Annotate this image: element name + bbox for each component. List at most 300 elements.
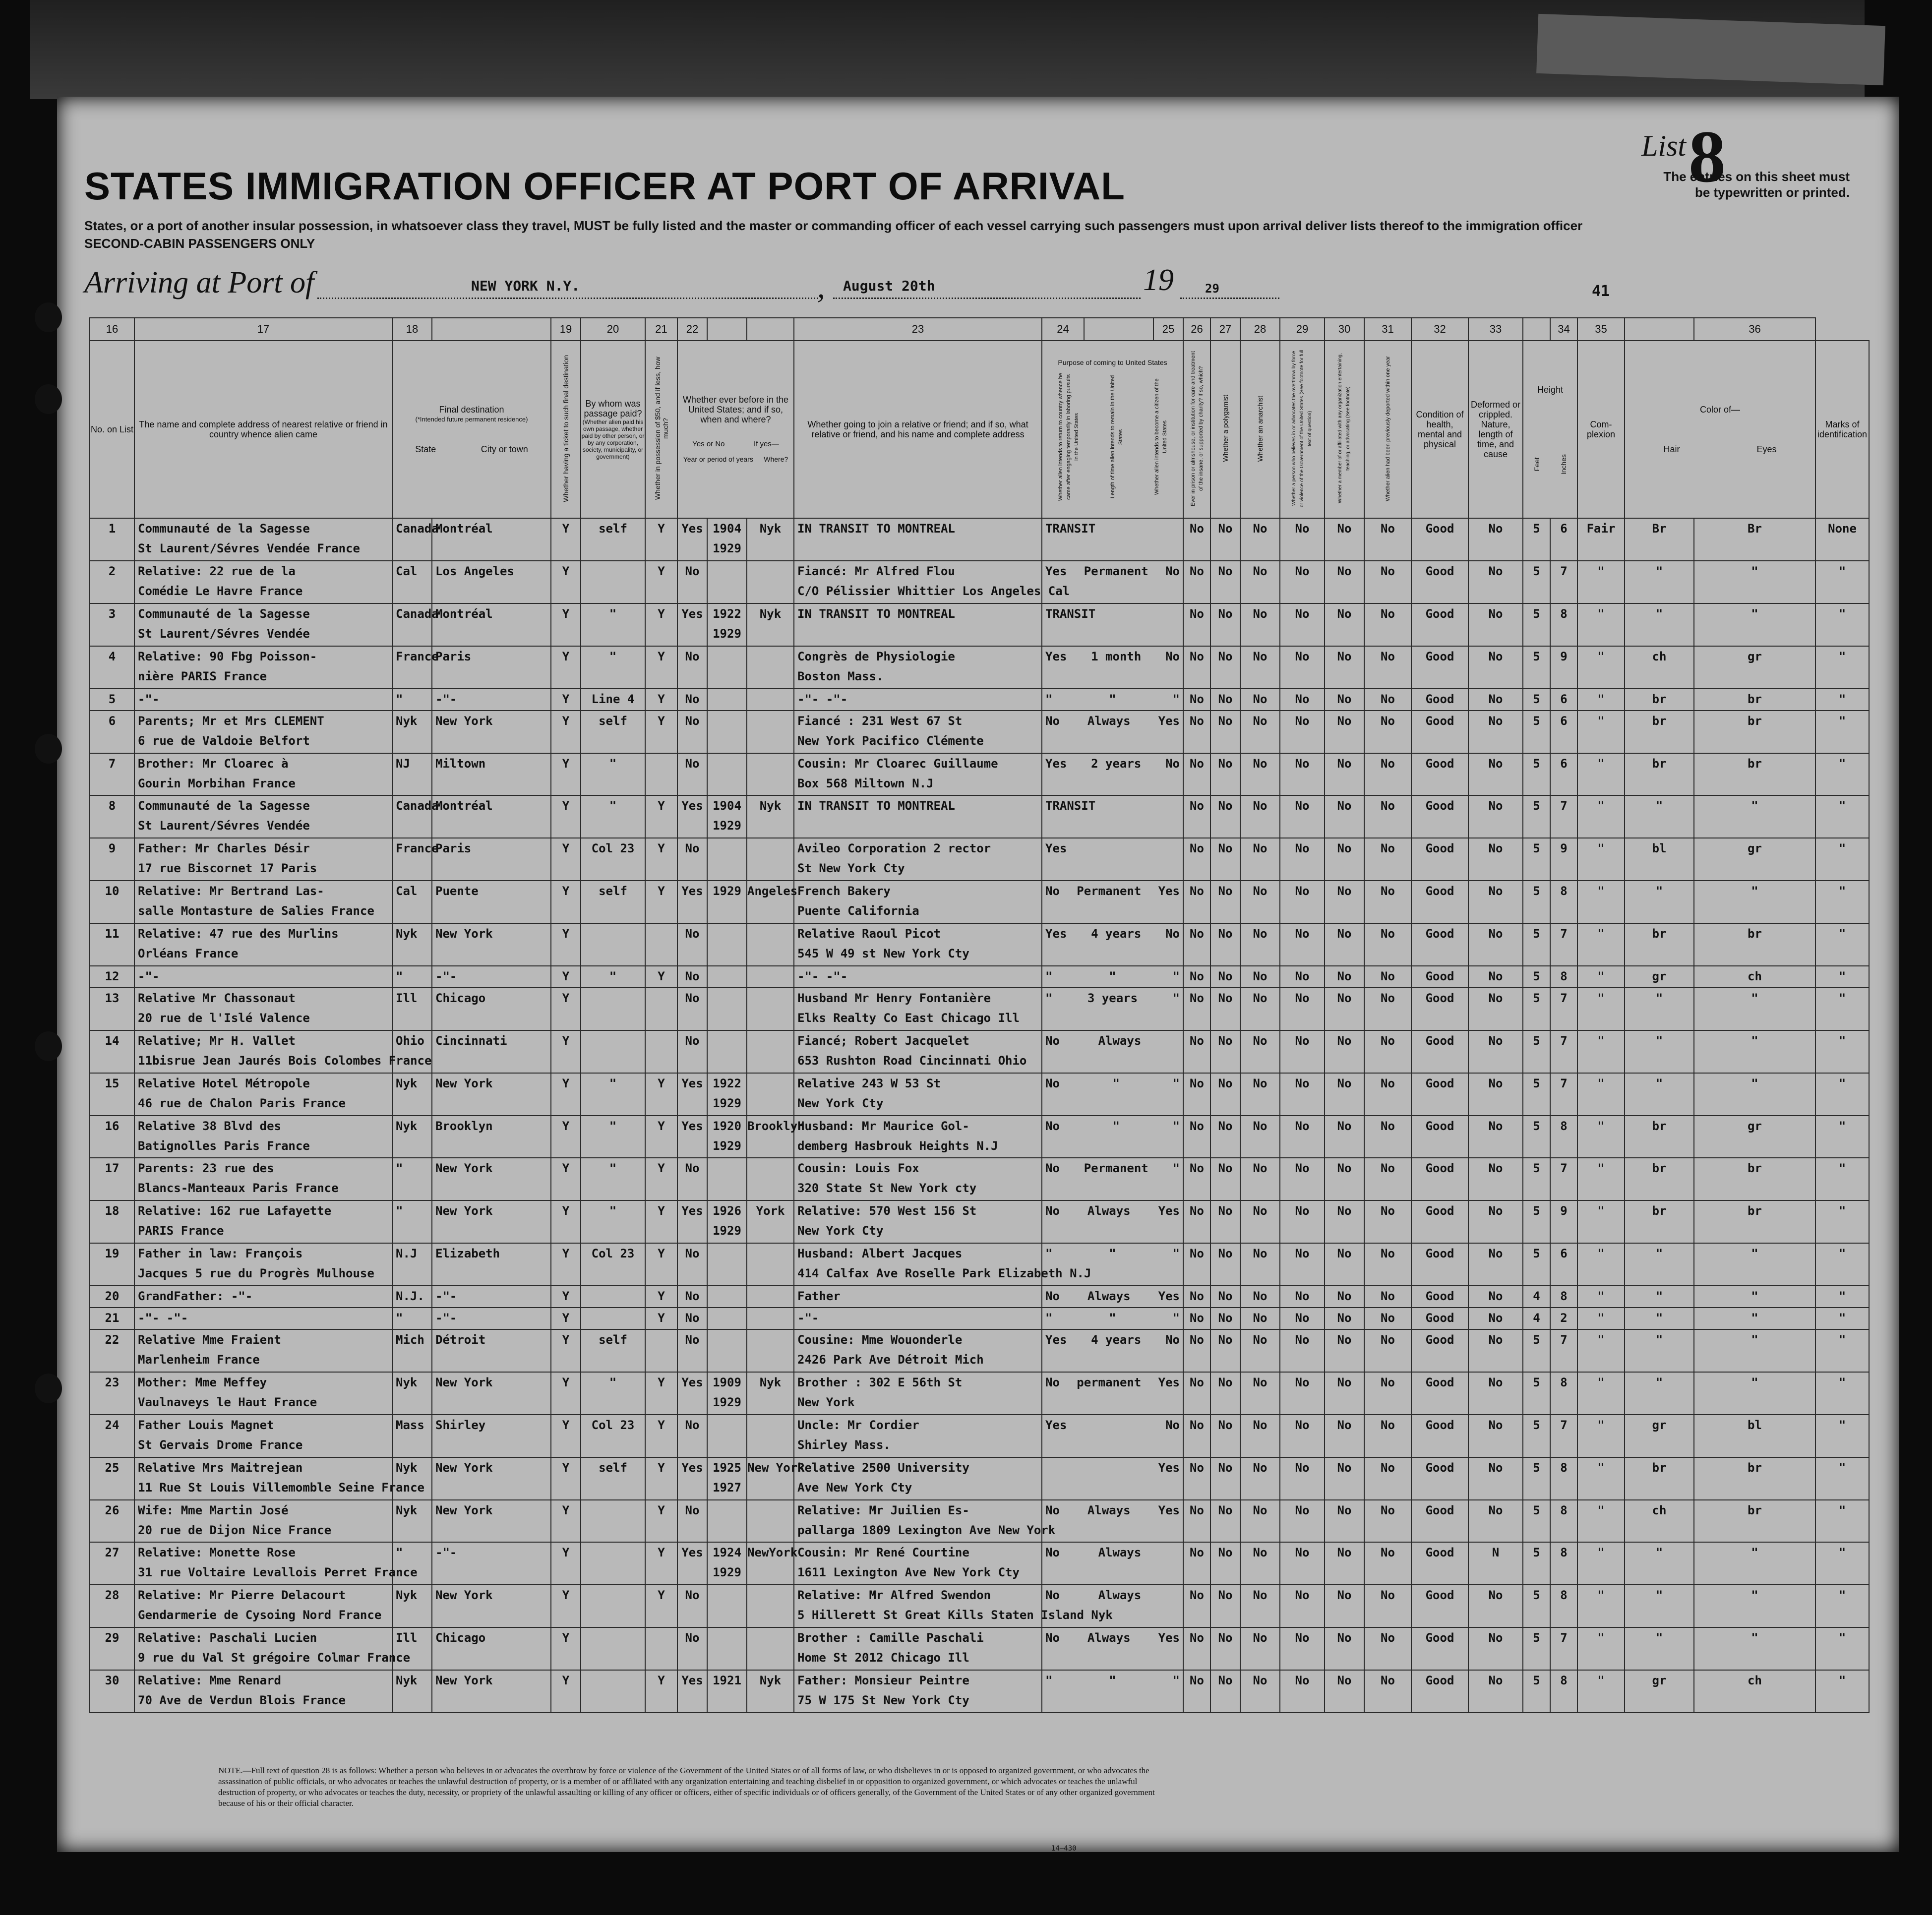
eyes-cell: br xyxy=(1694,1158,1815,1200)
joining-cell xyxy=(794,1542,1042,1585)
ticket-cell: Y xyxy=(551,603,581,646)
relative-cell xyxy=(134,838,392,881)
dep-cell: No xyxy=(1364,689,1411,711)
paid-cell xyxy=(581,1542,645,1585)
if-yes-label: If yes— xyxy=(753,440,779,449)
purpose-value: Permanent xyxy=(1084,1161,1148,1176)
joining-cell xyxy=(794,711,1042,753)
relative-line: Gourin Morbihan France xyxy=(138,776,296,790)
comp-cell: " xyxy=(1577,1670,1625,1713)
comma: , xyxy=(817,271,825,304)
relative-line: Relative: Mr Pierre Delacourt xyxy=(138,1588,346,1603)
yes-no-label: Yes or No xyxy=(692,440,725,449)
comp-cell: " xyxy=(1577,1073,1625,1116)
joining-cell xyxy=(794,988,1042,1030)
deform-cell: No xyxy=(1468,988,1523,1030)
ft-cell: 5 xyxy=(1523,1542,1550,1585)
purpose-value: Yes xyxy=(1045,1418,1067,1432)
ticket-cell: Y xyxy=(551,1243,581,1286)
before-cell: Yes xyxy=(677,603,707,646)
no-cell: 10 xyxy=(90,881,134,923)
joining-line: 653 Rushton Road Cincinnati Ohio xyxy=(797,1053,1027,1068)
header-fifty xyxy=(645,341,677,518)
form-number: 14—430 xyxy=(1051,1845,1077,1853)
table-row xyxy=(90,1073,1869,1116)
anar-cell: No xyxy=(1240,1116,1280,1158)
column-number: 31 xyxy=(1364,318,1411,341)
city-cell: New York xyxy=(432,923,551,966)
hair-cell: " xyxy=(1625,1286,1694,1308)
purpose-value: " xyxy=(1112,1119,1120,1133)
purpose-cell xyxy=(1042,1200,1183,1243)
relative-cell xyxy=(134,988,392,1030)
joining-line: New York Pacifico Clémente xyxy=(797,733,984,748)
state-cell: Cal xyxy=(392,881,432,923)
year-value: 1929 xyxy=(713,884,741,898)
over-cell: No xyxy=(1280,753,1325,796)
comp-cell: " xyxy=(1577,1585,1625,1627)
ticket-cell: Y xyxy=(551,689,581,711)
ticket-cell: Y xyxy=(551,988,581,1030)
comp-cell: " xyxy=(1577,795,1625,838)
joining-line: Husband Mr Henry Fontanière xyxy=(797,991,991,1005)
in-cell: 8 xyxy=(1550,1585,1577,1627)
years-cell xyxy=(707,966,747,988)
before-cell: No xyxy=(677,646,707,689)
eyes-cell: " xyxy=(1694,1308,1815,1329)
aff-cell: No xyxy=(1325,795,1364,838)
dep-cell: No xyxy=(1364,923,1411,966)
years-cell xyxy=(707,881,747,923)
ticket-cell: Y xyxy=(551,1158,581,1200)
joining-line: Relative: Mr Juilien Es- xyxy=(797,1503,969,1517)
state-cell: " xyxy=(392,966,432,988)
fifty-cell: Y xyxy=(645,1372,677,1415)
prison-cell: No xyxy=(1183,1158,1210,1200)
no-cell: 17 xyxy=(90,1158,134,1200)
joining-line: Relative: 570 West 156 St xyxy=(797,1204,977,1218)
purpose-cell xyxy=(1042,1030,1183,1073)
anar-cell: No xyxy=(1240,838,1280,881)
paid-cell: " xyxy=(581,1200,645,1243)
header-no-on-list: No. on List xyxy=(90,341,134,518)
relative-line: 11 Rue St Louis Villemomble Seine France xyxy=(138,1480,424,1495)
in-cell: 7 xyxy=(1550,1030,1577,1073)
purpose-value: " xyxy=(1045,1247,1053,1261)
over-cell: No xyxy=(1280,966,1325,988)
fifty-cell: Y xyxy=(645,838,677,881)
punch-hole xyxy=(35,302,62,332)
before-cell: No xyxy=(677,1627,707,1670)
relative-cell xyxy=(134,1585,392,1627)
year-suffix: 29 xyxy=(1205,282,1219,296)
eyes-cell: " xyxy=(1694,795,1815,838)
ticket-cell: Y xyxy=(551,966,581,988)
where-cell: Nyk xyxy=(747,795,794,838)
aff-cell: No xyxy=(1325,988,1364,1030)
aff-cell: No xyxy=(1325,689,1364,711)
column-number: 25 xyxy=(1153,318,1183,341)
table-row xyxy=(90,1415,1869,1457)
paid-cell: " xyxy=(581,966,645,988)
poly-cell: No xyxy=(1210,1286,1240,1308)
dep-cell: No xyxy=(1364,1073,1411,1116)
eyes-cell: " xyxy=(1694,1243,1815,1286)
years-cell xyxy=(707,988,747,1030)
joining-cell xyxy=(794,1243,1091,1286)
relative-line: GrandFather: -"- xyxy=(138,1289,253,1304)
relative-line: Mother: Mme Meffey xyxy=(138,1375,267,1389)
city-cell: New York xyxy=(432,1585,551,1627)
torn-page-edge-2 xyxy=(1536,14,1885,85)
relative-line: 46 rue de Chalon Paris France xyxy=(138,1096,346,1110)
poly-cell: No xyxy=(1210,1030,1240,1073)
ticket-cell: Y xyxy=(551,1457,581,1500)
table-row xyxy=(90,1243,1869,1286)
before-cell: No xyxy=(677,1286,707,1308)
purpose-length-label: Length of time alien intends to remain in the United States xyxy=(1109,375,1124,499)
eyes-cell: " xyxy=(1694,988,1815,1030)
state-cell: NJ xyxy=(392,753,432,796)
aff-cell: No xyxy=(1325,1200,1364,1243)
marks-cell: " xyxy=(1815,1243,1869,1286)
city-cell: New York xyxy=(432,1500,551,1543)
deform-cell: No xyxy=(1468,1329,1523,1372)
marks-cell: " xyxy=(1815,1073,1869,1116)
purpose-value: Yes xyxy=(1158,1289,1180,1304)
relative-line: Parents: 23 rue des xyxy=(138,1161,274,1176)
prison-cell: No xyxy=(1183,966,1210,988)
hair-cell: gr xyxy=(1625,1415,1694,1457)
deform-cell: No xyxy=(1468,923,1523,966)
hair-cell: " xyxy=(1625,988,1694,1030)
paid-cell: Line 4 xyxy=(581,689,645,711)
joining-line: French Bakery xyxy=(797,884,891,898)
joining-cell xyxy=(794,1073,1042,1116)
in-cell: 6 xyxy=(1550,518,1577,561)
relative-line: Communauté de la Sagesse xyxy=(138,607,310,621)
over-cell: No xyxy=(1280,711,1325,753)
prison-cell: No xyxy=(1183,1329,1210,1372)
over-cell: No xyxy=(1280,1670,1325,1713)
purpose-value: No xyxy=(1045,1204,1060,1218)
paid-cell: self xyxy=(581,711,645,753)
ticket-cell: Y xyxy=(551,923,581,966)
where-label: Where? xyxy=(764,455,788,464)
before-cell: No xyxy=(677,1500,707,1543)
column-number-row xyxy=(90,318,1869,341)
anar-cell: No xyxy=(1240,1030,1280,1073)
joining-line: New York Cty xyxy=(797,1096,884,1110)
fifty-cell: Y xyxy=(645,1200,677,1243)
joining-line: Cousin: Mr Cloarec Guillaume xyxy=(797,756,998,771)
comp-cell: " xyxy=(1577,881,1625,923)
comp-cell: " xyxy=(1577,988,1625,1030)
marks-cell: " xyxy=(1815,711,1869,753)
marks-cell: " xyxy=(1815,1329,1869,1372)
ft-cell: 5 xyxy=(1523,1415,1550,1457)
joining-cell xyxy=(794,1158,1042,1200)
table-row xyxy=(90,838,1869,881)
before-cell: Yes xyxy=(677,795,707,838)
anar-cell: No xyxy=(1240,1457,1280,1500)
no-cell: 23 xyxy=(90,1372,134,1415)
purpose-cell xyxy=(1042,838,1183,881)
aff-cell: No xyxy=(1325,923,1364,966)
health-cell: Good xyxy=(1411,1200,1468,1243)
joining-line: Father: Monsieur Peintre xyxy=(797,1674,969,1688)
column-number: 27 xyxy=(1210,318,1240,341)
aff-cell: No xyxy=(1325,1158,1364,1200)
purpose-cell xyxy=(1042,966,1183,988)
no-cell: 7 xyxy=(90,753,134,796)
paid-cell xyxy=(581,1627,645,1670)
aff-cell: No xyxy=(1325,1585,1364,1627)
joining-line: 5 Hillerett St Great Kills Staten Island Nyk xyxy=(797,1608,1113,1622)
prison-cell: No xyxy=(1183,1500,1210,1543)
purpose-value: " xyxy=(1109,1311,1116,1325)
table-row xyxy=(90,1200,1869,1243)
eyes-cell: br xyxy=(1694,689,1815,711)
relative-line: 9 rue du Val St grégoire Colmar France xyxy=(138,1651,411,1665)
port-line xyxy=(317,298,818,299)
anar-cell: No xyxy=(1240,988,1280,1030)
health-cell: Good xyxy=(1411,1329,1468,1372)
prison-cell: No xyxy=(1183,881,1210,923)
health-cell: Good xyxy=(1411,646,1468,689)
year-value: 1920 xyxy=(713,1119,741,1133)
header-polygamist xyxy=(1210,341,1240,518)
hair-cell: " xyxy=(1625,1243,1694,1286)
ticket-cell: Y xyxy=(551,646,581,689)
hair-cell: " xyxy=(1625,1073,1694,1116)
joining-line: Brother : 302 E 56th St xyxy=(797,1375,963,1389)
dep-cell: No xyxy=(1364,1030,1411,1073)
dep-cell: No xyxy=(1364,1415,1411,1457)
city-cell: New York xyxy=(432,1200,551,1243)
poly-cell: No xyxy=(1210,1542,1240,1585)
eyes-cell: br xyxy=(1694,711,1815,753)
purpose-value: 4 years xyxy=(1091,927,1142,941)
where-cell: Nyk xyxy=(747,603,794,646)
purpose-value: No xyxy=(1045,1289,1060,1304)
purpose-value: No xyxy=(1165,927,1180,941)
over-cell: No xyxy=(1280,1158,1325,1200)
purpose-cell xyxy=(1042,1372,1183,1415)
relative-cell xyxy=(134,966,392,988)
state-cell: Ill xyxy=(392,988,432,1030)
years-cell xyxy=(707,1308,747,1329)
years-cell xyxy=(707,1030,747,1073)
years-cell xyxy=(707,1073,747,1116)
purpose-value: TRANSIT xyxy=(1045,607,1096,621)
prison-cell: No xyxy=(1183,1627,1210,1670)
joining-line: Cousin: Louis Fox xyxy=(797,1161,919,1176)
purpose-value: 2 years xyxy=(1091,756,1142,771)
ft-cell: 5 xyxy=(1523,1500,1550,1543)
paid-cell xyxy=(581,1585,645,1627)
ft-cell: 5 xyxy=(1523,561,1550,603)
overthrow-label: Whether a person who believes in or advocates the overthrow by force or violence of the Government of the United States (See footnote for full text of question) xyxy=(1291,350,1313,507)
eyes-cell: bl xyxy=(1694,1415,1815,1457)
fifty-cell xyxy=(645,1030,677,1073)
deform-cell: No xyxy=(1468,1670,1523,1713)
over-cell: No xyxy=(1280,1542,1325,1585)
marks-cell: " xyxy=(1815,1670,1869,1713)
joining-line: C/O Pélissier Whittier Los Angeles Cal xyxy=(797,584,1070,598)
deform-cell: No xyxy=(1468,1627,1523,1670)
anar-cell: No xyxy=(1240,1243,1280,1286)
purpose-value: Yes xyxy=(1045,1333,1067,1347)
joining-line: Father xyxy=(797,1289,841,1304)
health-cell: Good xyxy=(1411,1415,1468,1457)
purpose-value: Yes xyxy=(1045,564,1067,579)
passenger-class: SECOND-CABIN PASSENGERS ONLY xyxy=(84,236,315,251)
ft-cell: 5 xyxy=(1523,518,1550,561)
aff-cell: No xyxy=(1325,1308,1364,1329)
health-cell: Good xyxy=(1411,1030,1468,1073)
in-cell: 7 xyxy=(1550,1329,1577,1372)
fifty-cell: Y xyxy=(645,1585,677,1627)
purpose-value: " xyxy=(1109,969,1116,983)
purpose-cell xyxy=(1042,1308,1183,1329)
relative-cell xyxy=(134,1243,392,1286)
paid-cell: Col 23 xyxy=(581,838,645,881)
fifty-cell: Y xyxy=(645,1542,677,1585)
purpose-value: " xyxy=(1109,692,1116,706)
relative-line: Father: Mr Charles Désir xyxy=(138,841,310,856)
prison-cell: No xyxy=(1183,1200,1210,1243)
instructions-text: States, or a port of another insular possession, in whatsoever class they travel, MUST be fully listed and the master or commanding officer of each vessel carrying such passengers must upon arrival deliver lists thereof to the immigration officer xyxy=(84,218,1583,233)
state-cell: France xyxy=(392,646,432,689)
relative-line: St Laurent/Sévres Vendée xyxy=(138,819,310,833)
ft-cell: 5 xyxy=(1523,1585,1550,1627)
health-cell: Good xyxy=(1411,1243,1468,1286)
poly-cell: No xyxy=(1210,1329,1240,1372)
deform-cell: No xyxy=(1468,966,1523,988)
dep-cell: No xyxy=(1364,1372,1411,1415)
no-cell: 27 xyxy=(90,1542,134,1585)
paid-cell: " xyxy=(581,646,645,689)
hair-cell: br xyxy=(1625,1116,1694,1158)
ft-cell: 5 xyxy=(1523,1627,1550,1670)
over-cell: No xyxy=(1280,1457,1325,1500)
years-cell xyxy=(707,711,747,753)
aff-cell: No xyxy=(1325,1030,1364,1073)
poly-cell: No xyxy=(1210,603,1240,646)
header-nearest-relative: The name and complete address of nearest relative or friend in country whence alien came xyxy=(134,341,392,518)
relative-line: St Laurent/Sévres Vendée xyxy=(138,627,310,641)
over-cell: No xyxy=(1280,1030,1325,1073)
list-label: List xyxy=(1641,129,1687,162)
fifty-cell: Y xyxy=(645,1415,677,1457)
purpose-value: No xyxy=(1165,756,1180,771)
relative-line: salle Montasture de Salies France xyxy=(138,904,374,918)
fifty-cell: Y xyxy=(645,1670,677,1713)
paid-cell: Col 23 xyxy=(581,1415,645,1457)
city-cell: Los Angeles xyxy=(432,561,551,603)
anar-cell: No xyxy=(1240,923,1280,966)
aff-cell: No xyxy=(1325,1286,1364,1308)
eyes-cell: " xyxy=(1694,603,1815,646)
marks-cell: " xyxy=(1815,689,1869,711)
no-cell: 28 xyxy=(90,1585,134,1627)
purpose-value: No xyxy=(1045,1588,1060,1603)
in-cell: 7 xyxy=(1550,1073,1577,1116)
anar-cell: No xyxy=(1240,1670,1280,1713)
anar-cell: No xyxy=(1240,881,1280,923)
city-cell: Cincinnati xyxy=(432,1030,551,1073)
relative-cell xyxy=(134,1670,392,1713)
marks-cell: " xyxy=(1815,1457,1869,1500)
comp-cell: " xyxy=(1577,1415,1625,1457)
no-cell: 6 xyxy=(90,711,134,753)
city-cell: New York xyxy=(432,1073,551,1116)
fifty-cell: Y xyxy=(645,689,677,711)
purpose-value: No xyxy=(1045,1076,1060,1090)
prison-cell: No xyxy=(1183,838,1210,881)
over-cell: No xyxy=(1280,838,1325,881)
purpose-value: permanent xyxy=(1077,1375,1142,1389)
relative-cell xyxy=(134,795,392,838)
column-number: 19 xyxy=(551,318,581,341)
aff-cell: No xyxy=(1325,1243,1364,1286)
year-value: 1922 xyxy=(713,1076,741,1090)
ft-cell: 5 xyxy=(1523,1073,1550,1116)
year-value: 1926 xyxy=(713,1204,741,1218)
column-number: 28 xyxy=(1240,318,1280,341)
table-row xyxy=(90,753,1869,796)
dep-cell: No xyxy=(1364,1500,1411,1543)
relative-line: Communauté de la Sagesse xyxy=(138,522,310,536)
in-cell: 8 xyxy=(1550,1372,1577,1415)
year-value: 1904 xyxy=(713,799,741,813)
dep-cell: No xyxy=(1364,795,1411,838)
prison-label: Ever in prison or almshouse, or institution for care and treatment of the insane, or supported by charity? If so, which? xyxy=(1190,351,1204,506)
relative-cell xyxy=(134,881,392,923)
years-cell xyxy=(707,1415,747,1457)
poly-cell: No xyxy=(1210,1457,1240,1500)
joining-line: IN TRANSIT TO MONTREAL xyxy=(797,607,955,621)
paid-cell: " xyxy=(581,1158,645,1200)
prison-cell: No xyxy=(1183,518,1210,561)
purpose-value: " xyxy=(1045,969,1053,983)
city-cell: Puente xyxy=(432,881,551,923)
column-number: 23 xyxy=(794,318,1042,341)
ticket-cell: Y xyxy=(551,1627,581,1670)
health-cell: Good xyxy=(1411,795,1468,838)
relative-line: Vaulnaveys le Haut France xyxy=(138,1395,317,1409)
relative-cell xyxy=(134,753,392,796)
state-cell: Mich xyxy=(392,1329,432,1372)
ft-cell: 5 xyxy=(1523,1372,1550,1415)
anar-cell: No xyxy=(1240,1200,1280,1243)
ft-cell: 5 xyxy=(1523,966,1550,988)
table-row xyxy=(90,1372,1869,1415)
relative-line: Relative: Monette Rose xyxy=(138,1546,296,1560)
dep-cell: No xyxy=(1364,1329,1411,1372)
joining-line: Husband: Mr Maurice Gol- xyxy=(797,1119,969,1133)
before-cell: No xyxy=(677,689,707,711)
city-cell: Détroit xyxy=(432,1329,551,1372)
column-number: 36 xyxy=(1694,318,1815,341)
city-cell: Brooklyn xyxy=(432,1116,551,1158)
over-cell: No xyxy=(1280,1500,1325,1543)
ft-cell: 5 xyxy=(1523,838,1550,881)
health-cell: Good xyxy=(1411,1158,1468,1200)
years-cell xyxy=(707,561,747,603)
marks-cell: " xyxy=(1815,603,1869,646)
